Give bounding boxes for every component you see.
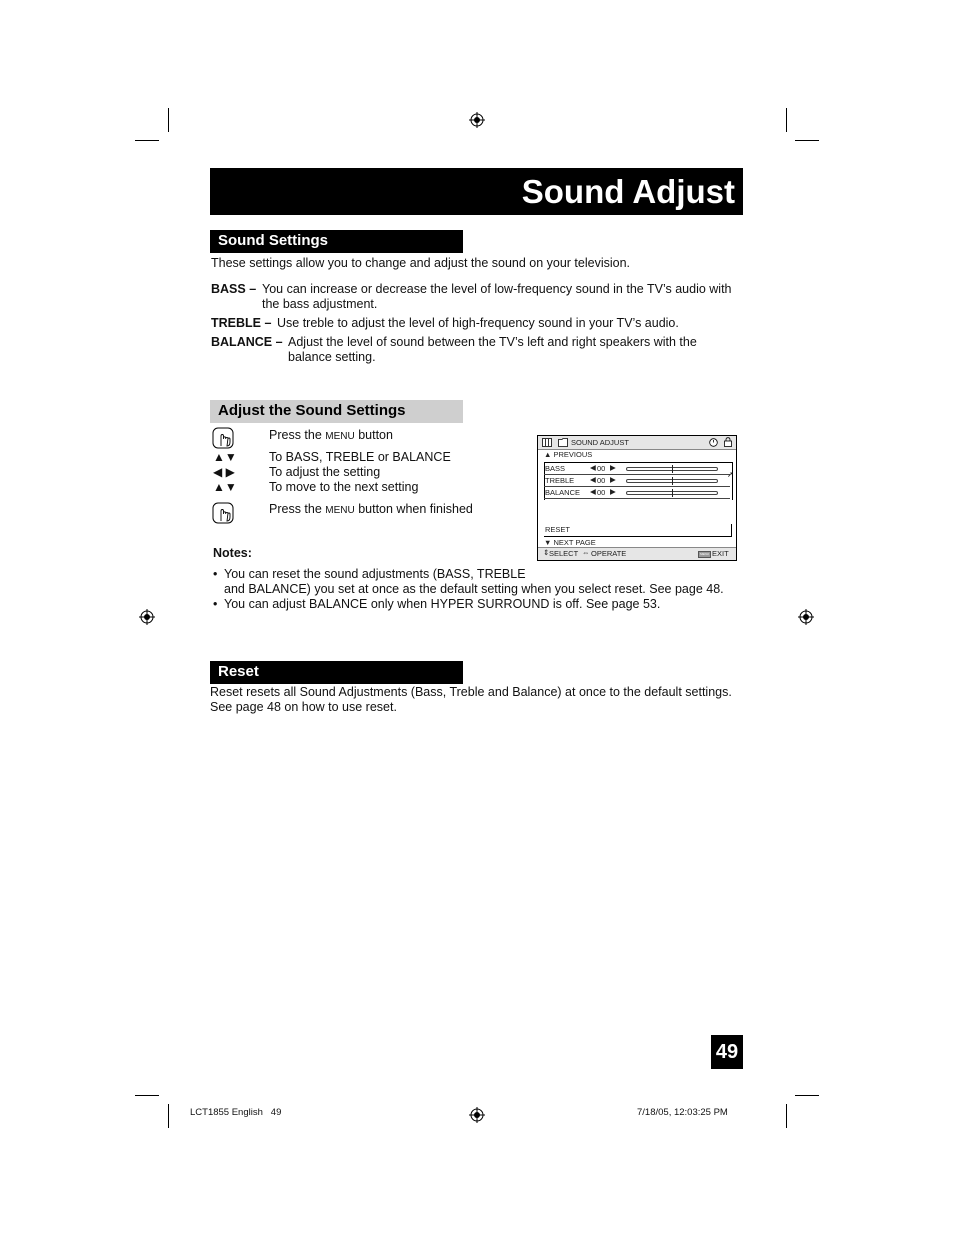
- crop-mark: [135, 1095, 159, 1096]
- bass-text: You can increase or decrease the level of low-frequency sound in the TV’s audio with: [262, 282, 732, 296]
- crop-mark: [168, 108, 169, 132]
- notes-heading: Notes:: [213, 546, 252, 560]
- right-arrow-icon: ▶: [610, 487, 616, 496]
- adjust-step: To BASS, TREBLE or BALANCE: [269, 450, 451, 464]
- osd-row-label: BASS: [545, 464, 566, 473]
- sound-adjust-osd: [537, 435, 737, 561]
- osd-row-value: 00: [597, 464, 606, 473]
- adjust-step: To adjust the setting: [269, 465, 381, 479]
- left-arrow-icon: ◀: [590, 487, 596, 496]
- sound-settings-intro: These settings allow you to change and adjust the sound on your television.: [211, 256, 631, 270]
- left-right-arrow-icon: ◀ ▶: [213, 465, 235, 479]
- adjust-step: To move to the next setting: [269, 480, 419, 494]
- treble-label: TREBLE –: [211, 316, 272, 330]
- osd-row-treble[interactable]: [544, 475, 730, 487]
- page-title-bar: [210, 168, 743, 215]
- up-down-arrow-icon: ▲▼: [213, 450, 237, 464]
- crop-mark: [786, 1104, 787, 1128]
- sound-folder-icon: [558, 438, 568, 447]
- balance-text: balance setting.: [288, 350, 376, 364]
- adjust-step: Press the MENU button when finished: [269, 502, 473, 516]
- osd-row-value: 00: [597, 476, 606, 485]
- osd-title: SOUND ADJUST: [571, 438, 629, 447]
- treble-text: Use treble to adjust the level of high-frequency sound in your TV’s audio.: [277, 316, 679, 330]
- timer-icon: [709, 438, 718, 447]
- crop-mark: [795, 140, 819, 141]
- lock-icon: [724, 437, 732, 447]
- osd-next-page-item[interactable]: ▼ NEXT PAGE: [544, 538, 596, 547]
- cursor-arrow-icon: ➚: [727, 470, 734, 479]
- right-arrow-icon: ▶: [610, 463, 616, 472]
- balance-label: BALANCE –: [211, 335, 283, 349]
- crop-mark: [168, 1104, 169, 1128]
- bass-text: the bass adjustment.: [262, 297, 378, 311]
- page-number: 49: [711, 1035, 743, 1069]
- menu-key-icon: MENU: [698, 551, 711, 558]
- remote-menu-button-icon: [212, 502, 234, 524]
- adjust-step: Press the MENU button: [269, 428, 393, 442]
- crop-mark: [786, 108, 787, 132]
- osd-help-bar: [538, 547, 736, 560]
- reset-text: Reset resets all Sound Adjustments (Bass, Treble and Balance) at once to the default settings.: [210, 685, 732, 699]
- footer-right: 7/18/05, 12:03:25 PM: [637, 1107, 728, 1118]
- right-arrow-icon: ▶: [610, 475, 616, 484]
- left-arrow-icon: ◀: [590, 463, 596, 472]
- note-item: You can adjust BALANCE only when HYPER SURROUND is off. See page 53.: [224, 597, 661, 611]
- adjust-heading: Adjust the Sound Settings: [210, 400, 463, 423]
- reset-text: See page 48 on how to use reset.: [210, 700, 397, 714]
- osd-reset-item[interactable]: RESET: [544, 524, 732, 537]
- osd-exit-hint: EXIT: [712, 549, 729, 558]
- left-right-arrow-icon: ⇔: [582, 548, 590, 557]
- osd-row-value: 00: [597, 488, 606, 497]
- note-item: and BALANCE) you set at once as the default setting when you select reset. See page 48.: [224, 582, 724, 596]
- page-title: Sound Adjust: [521, 173, 735, 210]
- registration-mark-icon: [469, 112, 485, 128]
- osd-previous-item[interactable]: ▲ PREVIOUS: [544, 450, 593, 459]
- up-down-arrow-icon: ▲▼: [213, 480, 237, 494]
- note-bullet-icon: •: [213, 567, 218, 581]
- reset-heading: Reset: [210, 661, 463, 684]
- crop-mark: [135, 140, 159, 141]
- osd-row-balance[interactable]: [544, 487, 730, 499]
- balance-slider[interactable]: [626, 491, 718, 495]
- osd-row-label: TREBLE: [545, 476, 575, 485]
- osd-select-hint: SELECT: [549, 549, 579, 558]
- osd-row-label: BALANCE: [545, 488, 581, 497]
- up-down-arrow-icon: ⇕: [543, 548, 550, 557]
- balance-text: Adjust the level of sound between the TV’s left and right speakers with the: [288, 335, 697, 349]
- osd-operate-hint: OPERATE: [591, 549, 627, 558]
- registration-mark-icon: [469, 1107, 485, 1123]
- left-arrow-icon: ◀: [590, 475, 596, 484]
- remote-menu-button-icon: [212, 427, 234, 449]
- osd-row-bass[interactable]: [544, 463, 730, 475]
- registration-mark-icon: [139, 609, 155, 625]
- registration-mark-icon: [798, 609, 814, 625]
- tv-menu-icon: [542, 438, 552, 447]
- footer-left: LCT1855 English 49: [190, 1107, 282, 1118]
- treble-slider[interactable]: [626, 479, 718, 483]
- crop-mark: [795, 1095, 819, 1096]
- bass-label: BASS –: [211, 282, 257, 296]
- sound-settings-heading: Sound Settings: [210, 230, 463, 253]
- bass-slider[interactable]: [626, 467, 718, 471]
- note-item: You can reset the sound adjustments (BASS, TREBLE: [224, 567, 526, 581]
- note-bullet-icon: •: [213, 597, 218, 611]
- osd-title-bar: [538, 436, 736, 450]
